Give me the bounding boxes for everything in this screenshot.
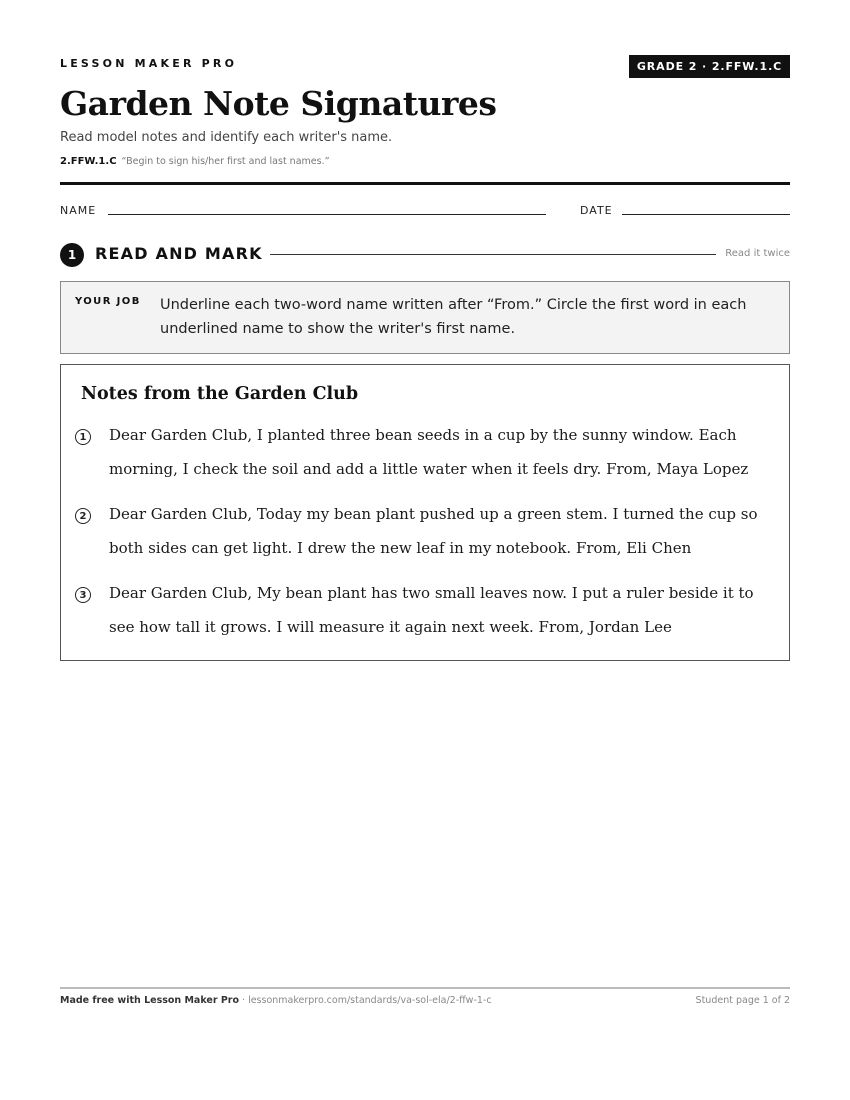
notes-box [60,364,790,661]
job-label: YOUR JOB [75,296,141,307]
footer-credit [60,995,492,1006]
page-title: Garden Note Signatures [60,84,497,123]
standard-code: 2.FFW.1.C [60,156,117,167]
note-number: 3 [75,587,91,603]
grade-badge: GRADE 2 · 2.FFW.1.C [629,55,790,78]
job-instructions-box [60,281,790,354]
name-label: NAME [60,204,97,217]
page-subtitle: Read model notes and identify each writer's name. [60,130,393,145]
section-hint: Read it twice [725,248,790,259]
footer-page-number: Student page 1 of 2 [695,995,790,1006]
section-divider [270,254,716,255]
note-text[interactable]: Dear Garden Club, My bean plant has two small leaves now. I put a ruler beside it to see how tall it grows. I will measure it again next week. From, Jordan Lee [109,584,754,636]
notes-title: Notes from the Garden Club [81,384,359,404]
note-number: 1 [75,429,91,445]
note-text[interactable]: Dear Garden Club, I planted three bean seeds in a cup by the sunny window. Each morning, I check the soil and add a little water when it feels dry. From, Maya Lopez [109,426,749,478]
date-field[interactable] [622,214,790,215]
job-text: Underline each two-word name written after “From.” Circle the first word in each underlined name to show the writer's first name. [160,297,747,337]
note-number: 2 [75,508,91,524]
standard-quote: “Begin to sign his/her first and last names.” [121,156,330,167]
header-divider [60,182,790,185]
footer-divider [60,987,790,989]
footer-made-with: Made free with Lesson Maker Pro [60,995,240,1006]
standard-line [60,156,330,167]
footer-url[interactable]: · lessonmakerpro.com/standards/va-sol-ela/2-ffw-1-c [239,995,492,1006]
note-text[interactable]: Dear Garden Club, Today my bean plant pushed up a green stem. I turned the cup so both sides can get light. I drew the new leaf in my notebook. From, Eli Chen [109,505,758,557]
section-number-badge: 1 [60,243,84,267]
name-field[interactable] [108,214,546,215]
date-label: DATE [580,204,613,217]
brand-name: LESSON MAKER PRO [60,57,238,70]
section-title: READ AND MARK [95,244,263,263]
